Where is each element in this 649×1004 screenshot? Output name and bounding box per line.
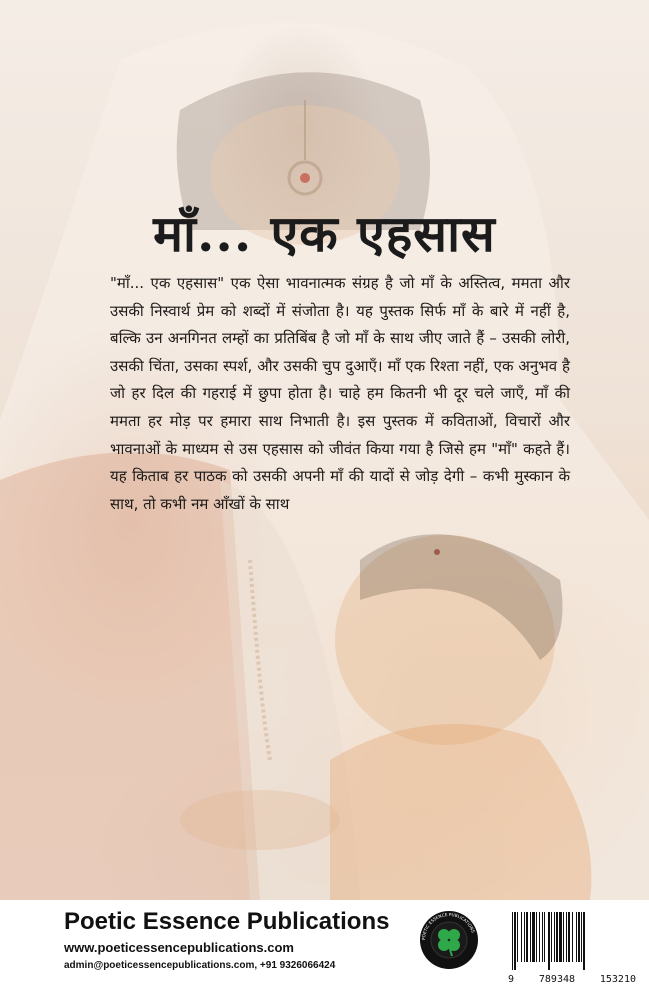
barcode-bar xyxy=(559,912,562,962)
barcode-bar xyxy=(572,912,573,962)
barcode-bar xyxy=(524,912,525,962)
publisher-name: Poetic Essence Publications xyxy=(64,908,390,935)
barcode-bar xyxy=(532,912,535,962)
book-title: माँ... एक एहसास xyxy=(153,204,496,263)
isbn-lead-digit: 9 xyxy=(508,974,515,985)
isbn-group-1: 789348 xyxy=(538,974,576,985)
publisher-footer xyxy=(0,900,649,1004)
barcode-bar xyxy=(583,912,585,970)
barcode-bar xyxy=(576,912,577,962)
barcode-bar xyxy=(566,912,567,962)
publisher-logo-text: POETIC ESSENCE PUBLICATIONS xyxy=(420,911,476,941)
publisher-website: www.poeticessencepublications.com xyxy=(64,940,294,955)
barcode-bar xyxy=(514,912,516,970)
isbn-barcode xyxy=(508,912,636,985)
barcode-bar xyxy=(539,912,540,962)
barcode-bar xyxy=(578,912,580,962)
barcode-bar xyxy=(554,912,555,962)
barcode-bar xyxy=(563,912,564,962)
barcode-bar xyxy=(517,912,518,962)
barcode-bar xyxy=(556,912,558,962)
barcode-bar xyxy=(542,912,543,962)
barcode-bar xyxy=(568,912,570,962)
barcode-bar xyxy=(526,912,528,962)
book-blurb: "माँ... एक एहसास" एक ऐसा भावनात्मक संग्रह है जो माँ के अस्तित्व, ममता और उसकी निस्वार्थ प्रेम को शब्दों में संजोता है। यह पुस्तक सिर्फ माँ के बारे में नहीं है, बल्कि उन अनगिनत लम्हों का प्रतिबिंब है जो माँ के साथ जीए जाते हैं – उसकी लोरी, उसकी चिंता, उसका स्पर्श, और उसकी चुप दुआएँ। माँ एक रिश्ता नहीं, एक अनुभव है जो हर दिल की गहराई में छुपा होता है। चाहे हम कितनी भी दूर चले जाएँ, माँ की ममता हर मोड़ पर हमारा साथ निभाती है। इस पुस्तक में कविताओं, विचारों और भावनाओं के माध्यम से उस एहसास को जीवंत किया गया है जिसे हम "माँ" कहते हैं। यह किताब हर पाठक को उसकी अपनी माँ की यादों से जोड़ देगी – कभी मुस्कान के साथ, तो कभी नम आँखों के साथ xyxy=(110,274,570,513)
barcode-bar xyxy=(521,912,522,962)
isbn-number xyxy=(508,974,636,985)
barcode-bar xyxy=(544,912,545,962)
barcode-bars xyxy=(508,912,636,970)
barcode-bar xyxy=(512,912,513,970)
isbn-group-2: 153210 xyxy=(599,974,636,985)
barcode-bar xyxy=(551,912,552,962)
barcode-bar xyxy=(536,912,537,962)
publisher-logo-icon xyxy=(419,910,479,970)
publisher-contact: admin@poeticessencepublications.com, +91 9326066424 xyxy=(64,960,336,971)
barcode-bar xyxy=(530,912,531,962)
barcode-bar xyxy=(581,912,582,962)
barcode-bar xyxy=(548,912,550,970)
